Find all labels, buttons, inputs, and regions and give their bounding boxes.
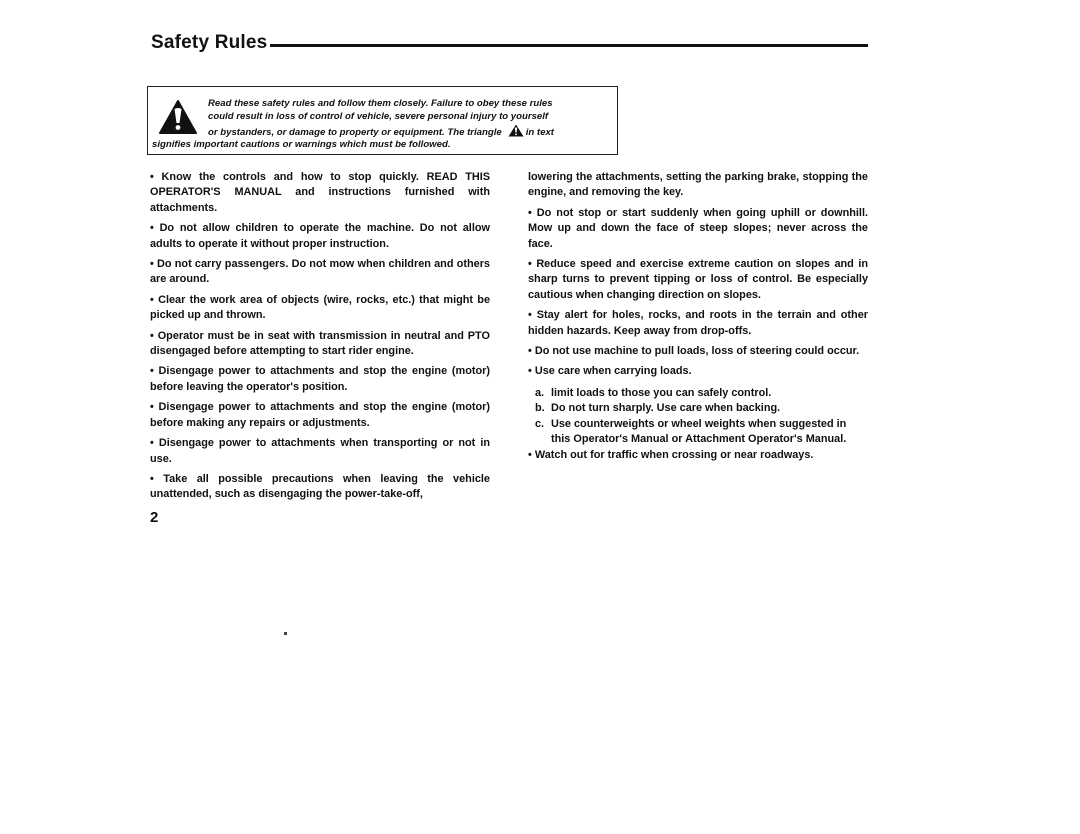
load-rule-item bbox=[528, 417, 868, 448]
rules-column-right bbox=[528, 170, 868, 468]
title-rule bbox=[270, 44, 868, 47]
rule-item: • Watch out for traffic when crossing or near roadways. bbox=[528, 448, 814, 461]
warning-line-2: could result in loss of control of vehicle, severe personal injury to yourself bbox=[208, 111, 549, 123]
load-rule-item bbox=[528, 386, 868, 401]
rule-item: • Know the controls and how to stop quickly. READ THIS OPERATOR'S MANUAL and instructions furnished with attachments. bbox=[150, 171, 490, 214]
rule-item: • Do not carry passengers. Do not mow when children and others are around. bbox=[150, 258, 490, 286]
warning-line-1: Read these safety rules and follow them closely. Failure to obey these rules bbox=[208, 98, 553, 109]
warning-line-3-end: in text bbox=[525, 126, 554, 138]
load-rule-text: Use counterweights or wheel weights when suggested in this Operator's Manual or Attachment Operator's Manual. bbox=[551, 417, 847, 446]
warning-line-3-start: or bystanders, or damage to property or equipment. The triangle bbox=[208, 126, 502, 138]
rule-item: • Do not allow children to operate the machine. Do not allow adults to operate it without proper instruction. bbox=[150, 222, 490, 250]
page-number: 2 bbox=[150, 509, 159, 526]
rule-item: • Disengage power to attachments and stop the engine (motor) before making any repairs or adjustments. bbox=[150, 401, 490, 429]
rule-item: • Do not use machine to pull loads, loss of steering could occur. bbox=[528, 345, 860, 358]
load-rule-item bbox=[528, 401, 868, 416]
load-rule-marker: a. bbox=[535, 386, 545, 399]
warning-line-3 bbox=[208, 124, 612, 139]
rule-item: • Disengage power to attachments and stop the engine (motor) before leaving the operator's position. bbox=[150, 365, 490, 393]
warning-line-4: signifies important cautions or warnings which must be followed. bbox=[152, 139, 451, 150]
rule-item: • Use care when carrying loads. bbox=[528, 365, 692, 378]
warning-triangle-icon bbox=[158, 99, 198, 135]
load-rule-text: Do not turn sharply. Use care when backing. bbox=[551, 402, 781, 415]
rules-column-left bbox=[150, 170, 490, 508]
rule-item: • Take all possible precautions when leaving the vehicle unattended, such as disengaging the power-take-off, bbox=[150, 472, 490, 501]
scan-speck bbox=[284, 632, 287, 635]
rule-item: • Disengage power to attachments when transporting or not in use. bbox=[150, 437, 490, 465]
rule-item: • Operator must be in seat with transmission in neutral and PTO disengaged before attempting to start rider engine. bbox=[150, 329, 490, 358]
rule-item: • Stay alert for holes, rocks, and roots in the terrain and other hidden hazards. Keep away from drop-offs. bbox=[528, 309, 868, 337]
page-title: Safety Rules bbox=[151, 32, 268, 53]
rule-item: • Clear the work area of objects (wire, rocks, etc.) that might be picked up and thrown. bbox=[150, 293, 490, 322]
rule-item: • Reduce speed and exercise extreme caution on slopes and in sharp turns to prevent tipping or loss of control. Be especially cautious when changing direction on slopes. bbox=[528, 258, 868, 301]
load-rule-marker: b. bbox=[535, 402, 545, 415]
warning-text bbox=[208, 97, 612, 139]
load-rules-list bbox=[528, 386, 868, 448]
warning-box bbox=[147, 86, 618, 155]
rule-item: lowering the attachments, setting the parking brake, stopping the engine, and removing the key. bbox=[528, 171, 868, 199]
inline-warning-triangle-icon bbox=[508, 124, 524, 137]
load-rule-text: limit loads to those you can safely control. bbox=[551, 386, 772, 399]
load-rule-marker: c. bbox=[535, 417, 545, 430]
rule-item: • Do not stop or start suddenly when going uphill or downhill. Mow up and down the face of steep slopes; never across the face. bbox=[528, 206, 868, 250]
